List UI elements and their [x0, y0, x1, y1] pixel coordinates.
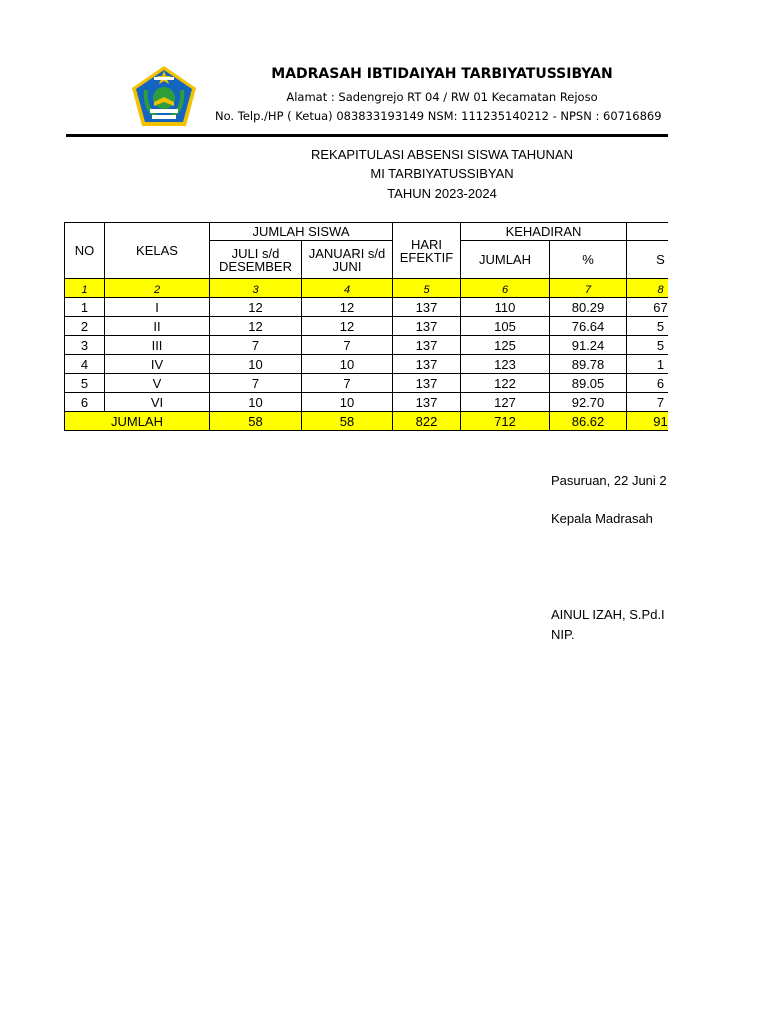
cell-juli-desember: 10	[210, 393, 302, 412]
cell-hari-efektif: 137	[393, 374, 461, 393]
cell-persen: 92.70	[550, 393, 627, 412]
cell-januari-juni: 7	[302, 374, 393, 393]
total-hari-efektif: 822	[393, 412, 461, 431]
cell-persen: 80.29	[550, 298, 627, 317]
total-row	[65, 412, 669, 431]
report-subtitle-year: TAHUN 2023-2024	[387, 186, 497, 201]
header-hari-efektif: HARI EFEKTIF	[393, 223, 461, 279]
letterhead-divider	[66, 134, 668, 137]
signature-place-date: Pasuruan, 22 Juni 2	[551, 473, 667, 488]
column-index: 4	[302, 279, 393, 298]
column-index: 5	[393, 279, 461, 298]
column-index: 8	[627, 279, 668, 298]
cell-juli-desember: 7	[210, 374, 302, 393]
signature-nip: NIP.	[551, 627, 575, 642]
column-index: 2	[105, 279, 210, 298]
cell-juli-desember: 12	[210, 317, 302, 336]
total-persen: 86.62	[550, 412, 627, 431]
cell-hari-efektif: 137	[393, 393, 461, 412]
column-index: 7	[550, 279, 627, 298]
table-row	[65, 393, 669, 412]
column-index: 6	[461, 279, 550, 298]
school-contact: No. Telp./HP ( Ketua) 083833193149 NSM: 111235140212 - NPSN : 60716869	[215, 109, 662, 123]
cell-hari-efektif: 137	[393, 355, 461, 374]
table-row	[65, 336, 669, 355]
cell-persen: 91.24	[550, 336, 627, 355]
cell-jumlah: 127	[461, 393, 550, 412]
cell-persen: 89.78	[550, 355, 627, 374]
school-address: Alamat : Sadengrejo RT 04 / RW 01 Kecamatan Rejoso	[286, 90, 598, 104]
cell-s: 6	[627, 374, 668, 393]
header-jumlah-siswa: JUMLAH SISWA	[210, 223, 393, 241]
header-januari-juni: JANUARI s/d JUNI	[302, 241, 393, 279]
column-index-row	[65, 279, 669, 298]
cell-kelas: IV	[105, 355, 210, 374]
cell-s: 7	[627, 393, 668, 412]
cell-juli-desember: 12	[210, 298, 302, 317]
header-jumlah: JUMLAH	[461, 241, 550, 279]
cell-no: 5	[65, 374, 105, 393]
cell-jumlah: 122	[461, 374, 550, 393]
attendance-table	[64, 222, 668, 431]
cell-kelas: III	[105, 336, 210, 355]
signature-name: AINUL IZAH, S.Pd.I	[551, 607, 665, 622]
cell-januari-juni: 7	[302, 336, 393, 355]
cell-jumlah: 110	[461, 298, 550, 317]
header-s: S	[627, 241, 668, 279]
cell-no: 3	[65, 336, 105, 355]
cell-kelas: V	[105, 374, 210, 393]
cell-hari-efektif: 137	[393, 317, 461, 336]
total-label: JUMLAH	[65, 412, 210, 431]
cell-no: 1	[65, 298, 105, 317]
total-juli-desember: 58	[210, 412, 302, 431]
cell-no: 6	[65, 393, 105, 412]
cell-januari-juni: 12	[302, 298, 393, 317]
total-s: 91	[627, 412, 668, 431]
school-name: MADRASAH IBTIDAIYAH TARBIYATUSSIBYAN	[271, 66, 613, 82]
header-no: NO	[65, 223, 105, 279]
report-title: REKAPITULASI ABSENSI SISWA TAHUNAN	[311, 147, 573, 162]
table-row	[65, 298, 669, 317]
total-jumlah: 712	[461, 412, 550, 431]
cell-s: 5	[627, 336, 668, 355]
cell-kelas: I	[105, 298, 210, 317]
header-kehadiran: KEHADIRAN	[461, 223, 627, 241]
cell-hari-efektif: 137	[393, 298, 461, 317]
total-januari-juni: 58	[302, 412, 393, 431]
table-row	[65, 374, 669, 393]
cell-kelas: II	[105, 317, 210, 336]
cell-s: 5	[627, 317, 668, 336]
column-index: 1	[65, 279, 105, 298]
report-subtitle-school: MI TARBIYATUSSIBYAN	[370, 166, 514, 181]
cell-jumlah: 105	[461, 317, 550, 336]
header-empty	[627, 223, 668, 241]
table-row	[65, 317, 669, 336]
cell-kelas: VI	[105, 393, 210, 412]
cell-januari-juni: 10	[302, 393, 393, 412]
header-kelas: KELAS	[105, 223, 210, 279]
cell-persen: 76.64	[550, 317, 627, 336]
cell-persen: 89.05	[550, 374, 627, 393]
cell-juli-desember: 7	[210, 336, 302, 355]
cell-januari-juni: 12	[302, 317, 393, 336]
cell-jumlah: 123	[461, 355, 550, 374]
cell-s: 67	[627, 298, 668, 317]
table-row	[65, 355, 669, 374]
header-persen: %	[550, 241, 627, 279]
header-juli-desember: JULI s/d DESEMBER	[210, 241, 302, 279]
attendance-table-container	[64, 222, 668, 434]
cell-januari-juni: 10	[302, 355, 393, 374]
cell-jumlah: 125	[461, 336, 550, 355]
signature-role: Kepala Madrasah	[551, 511, 653, 526]
cell-s: 1	[627, 355, 668, 374]
cell-no: 2	[65, 317, 105, 336]
cell-hari-efektif: 137	[393, 336, 461, 355]
column-index: 3	[210, 279, 302, 298]
cell-no: 4	[65, 355, 105, 374]
cell-juli-desember: 10	[210, 355, 302, 374]
